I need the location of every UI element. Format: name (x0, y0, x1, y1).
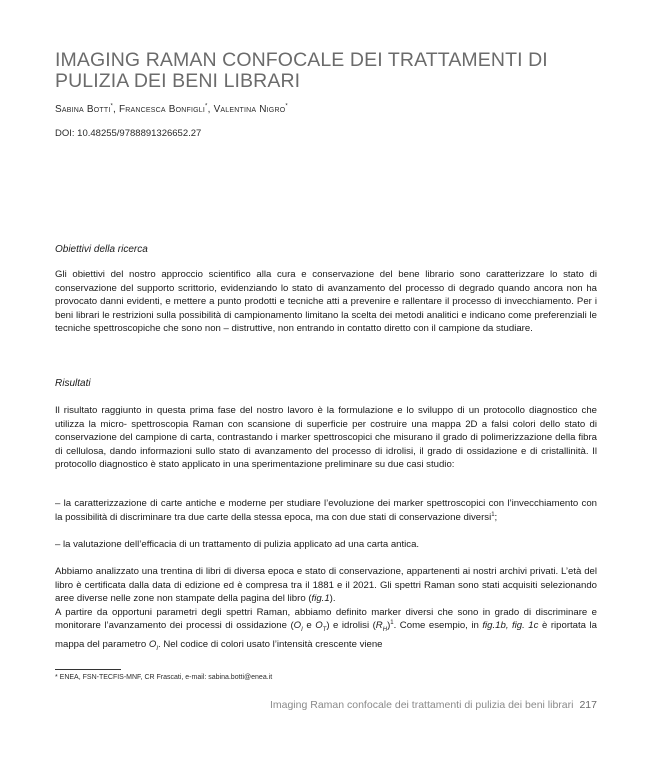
citation-mark: 1 (390, 620, 394, 627)
symbol-rh: R (375, 620, 383, 632)
section-heading-obiettivi: Obiettivi della ricerca (55, 244, 148, 255)
footnote: * ENEA, FSN-TECFIS-MNF, CR Frascati, e-mail: sabina.botti@enea.it (55, 674, 273, 681)
list-text: – la valutazione dell’efficacia di un trattamento di pulizia applicato ad una carta antica. (55, 539, 420, 550)
author-name: Sabina Botti (55, 104, 111, 115)
page-footer (270, 699, 597, 711)
paper-title: IMAGING RAMAN CONFOCALE DEI TRATTAMENTI DI PULIZIA DEI BENI LIBRARI (55, 49, 548, 92)
symbol-oi: O (293, 620, 302, 632)
author-list: Sabina Botti*, Francesca Bonfigli*, Valentina Nigro* (55, 103, 288, 115)
symbol-sub: I (301, 627, 303, 634)
symbol-sub: H (382, 627, 388, 634)
figure-ref: fig.1b, fig. 1c (482, 620, 539, 632)
paragraph-text: Abbiamo analizzato una trentina di libri di diversa epoca e stato di conservazione, appartenenti ai nostri archivi privati. L’età del libro è certificata dalla data di edizione ed è compresa tra il 1881 e il 2021. Gli spettri Raman sono stati acquisiti selezionando aree diverse nelle zone non stampate della pagina del libro ( (55, 566, 597, 605)
paragraph-text: . Come esempio, in (393, 620, 483, 632)
author-mark: * (205, 103, 208, 110)
symbol-oi: O (148, 638, 157, 650)
list-item-2 (55, 538, 597, 552)
list-punct: ; (494, 511, 498, 523)
paragraph-risultati-2 (55, 565, 597, 656)
paragraph-text: A partire da opportuni parametri degli spettri Raman, abbiamo definito marker diversi che sono in grado di discriminare e monitorare l’avanzamento dei processi di ossidazione ( (55, 606, 597, 632)
paragraph-text: è riportata la mappa del parametro (55, 620, 597, 650)
symbol-ot: O (315, 620, 323, 632)
paragraph-risultati-1 (55, 404, 597, 472)
running-title: Imaging Raman confocale dei trattamenti di pulizia dei beni librari (269, 699, 574, 711)
paragraph-text: ) (387, 620, 391, 632)
author-name: Francesca Bonfigli (118, 104, 206, 115)
section-heading-risultati: Risultati (55, 378, 91, 389)
paragraph-obiettivi (55, 268, 597, 336)
author-name: Valentina Nigro (213, 104, 286, 115)
citation-mark: 1 (491, 511, 495, 518)
paragraph-text: ). (329, 593, 336, 605)
doi-line: DOI: 10.48255/9788891326652.27 (55, 128, 202, 139)
paragraph-text: Il risultato raggiunto in questa prima fase del nostro lavoro è la formulazione e lo sviluppo di un protocollo diagnostico che utilizza la micro- spettroscopia Raman con scansione di superficie per costruire una mappa 2D a falsi colori dello stato di conservazione del campione di carta, contrastando i marker spettroscopici che misurano il grado di polimerizzazione della fibra di cellulosa, dando informazioni sullo stato di avanzamento del processo di idrolisi, il grado di ossidazione e di cristallinità. Il protocollo diagnostico è stato applicato in una sperimentazione preliminare su due casi studio: (55, 405, 597, 471)
symbol-sub: T (322, 627, 327, 634)
author-mark: * (110, 103, 114, 110)
paragraph-text: ) e idrolisi ( (326, 620, 376, 632)
list-item-1 (55, 497, 597, 524)
footnote-divider (55, 669, 121, 670)
paragraph-text: . Nel codice di colori usato l’intensità crescente viene (158, 638, 383, 650)
symbol-sub: I (156, 645, 158, 652)
page-number: 217 (579, 699, 597, 711)
author-mark: * (285, 103, 288, 110)
list-text: – la caratterizzazione di carte antiche e moderne per studiare l’evoluzione dei marker spettroscopici con l’invecchiamento con la possibilità di discriminare tra due carte della stessa epoca, ma con due stati di conservazione diversi (55, 498, 597, 523)
paragraph-text: e (302, 620, 316, 632)
figure-ref: fig.1 (311, 593, 330, 605)
paragraph-text: Gli obiettivi del nostro approccio scientifico alla cura e conservazione del bene librario sono caratterizzare lo stato di conservazione del supporto scrittorio, evidenziando lo stato di avanzamento del processo di degrado quando ancora non ha provocato danni evidenti, e mettere a punto prodotti e tecniche atti a prevenire e rallentare il processo di invecchiamento. Per i beni librari le restrizioni sulla possibilità di campionamento limitano la scelta dei metodi analitici e indicano come preferenziali le tecniche spettroscopiche che sono non – distruttive, non entrando in contatto diretto con il campione da studiare. (55, 269, 597, 335)
